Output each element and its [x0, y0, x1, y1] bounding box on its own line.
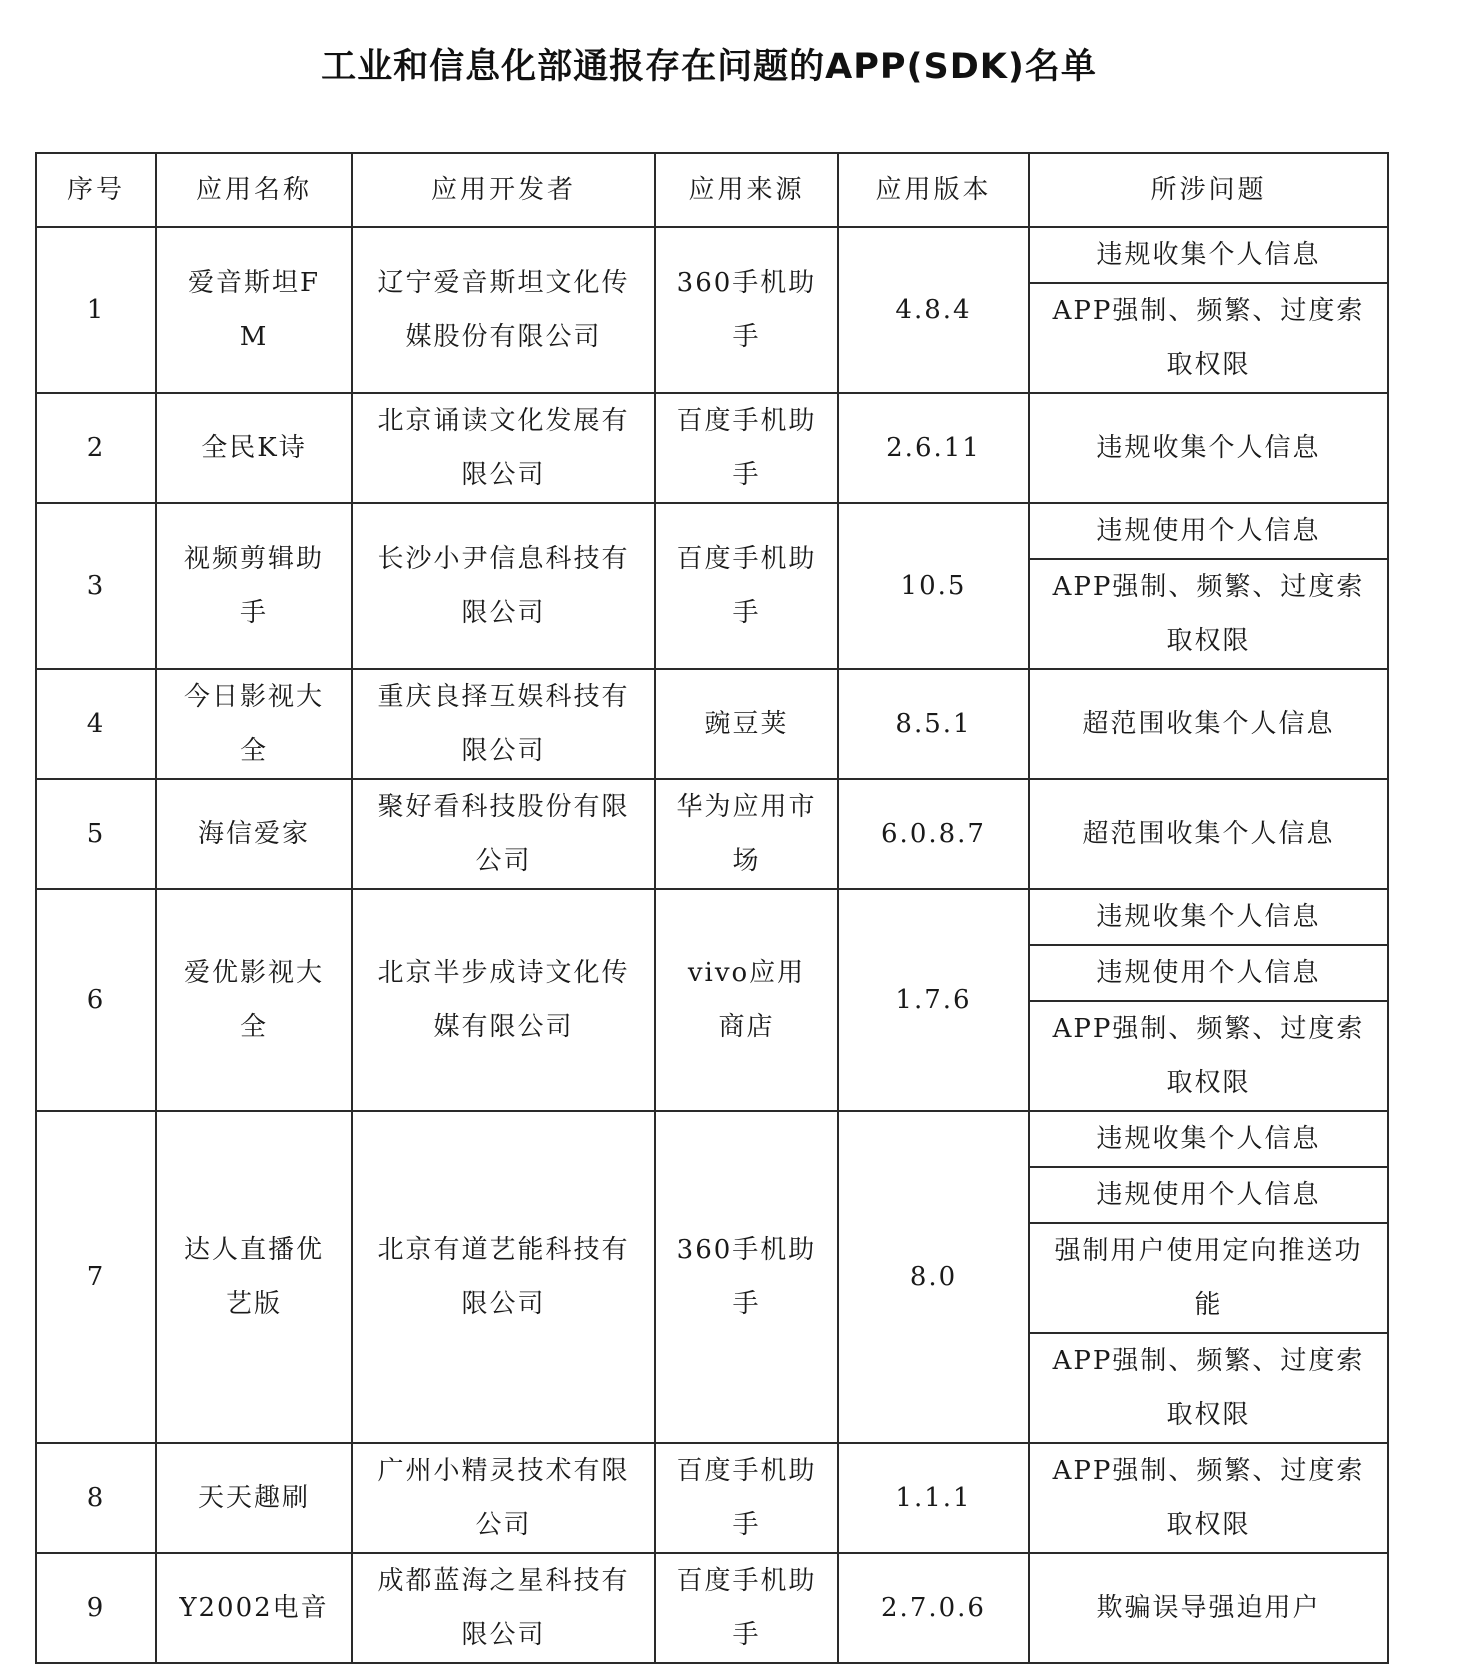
cell-seq: 9 — [36, 1553, 156, 1663]
cell-issue: APP强制、频繁、过度索取权限 — [1029, 559, 1388, 669]
header-developer: 应用开发者 — [352, 153, 655, 227]
cell-app-name: 全民K诗 — [156, 393, 352, 503]
cell-issue: 违规收集个人信息 — [1029, 227, 1388, 283]
cell-issue: 强制用户使用定向推送功能 — [1029, 1223, 1388, 1333]
table-row — [36, 889, 1388, 945]
cell-version: 1.7.6 — [838, 889, 1029, 1111]
cell-source: vivo应用商店 — [655, 889, 838, 1111]
cell-issue: 超范围收集个人信息 — [1029, 669, 1388, 779]
cell-developer: 北京半步成诗文化传媒有限公司 — [352, 889, 655, 1111]
cell-app-name: Y2002电音 — [156, 1553, 352, 1663]
cell-issue: APP强制、频繁、过度索取权限 — [1029, 1333, 1388, 1443]
table-header-row — [36, 153, 1388, 227]
cell-app-name: 爱优影视大全 — [156, 889, 352, 1111]
cell-seq: 2 — [36, 393, 156, 503]
cell-issue: 违规收集个人信息 — [1029, 393, 1388, 503]
table-row — [36, 393, 1388, 503]
cell-issue: 违规收集个人信息 — [1029, 889, 1388, 945]
table-row — [36, 1111, 1388, 1167]
table-row — [36, 779, 1388, 889]
cell-source: 百度手机助手 — [655, 503, 838, 669]
cell-version: 6.0.8.7 — [838, 779, 1029, 889]
table-row — [36, 1553, 1388, 1663]
cell-source: 360手机助手 — [655, 227, 838, 393]
cell-version: 8.5.1 — [838, 669, 1029, 779]
cell-version: 2.6.11 — [838, 393, 1029, 503]
cell-seq: 1 — [36, 227, 156, 393]
cell-seq: 7 — [36, 1111, 156, 1443]
table-row — [36, 503, 1388, 559]
table-row — [36, 1443, 1388, 1553]
cell-developer: 辽宁爱音斯坦文化传媒股份有限公司 — [352, 227, 655, 393]
cell-app-name: 今日影视大全 — [156, 669, 352, 779]
cell-issue: APP强制、频繁、过度索取权限 — [1029, 1443, 1388, 1553]
header-issues: 所涉问题 — [1029, 153, 1388, 227]
cell-seq: 4 — [36, 669, 156, 779]
cell-app-name: 视频剪辑助手 — [156, 503, 352, 669]
cell-issue: 违规使用个人信息 — [1029, 1167, 1388, 1223]
cell-seq: 8 — [36, 1443, 156, 1553]
cell-app-name: 爱音斯坦FM — [156, 227, 352, 393]
cell-developer: 北京诵读文化发展有限公司 — [352, 393, 655, 503]
header-version: 应用版本 — [838, 153, 1029, 227]
cell-issue: APP强制、频繁、过度索取权限 — [1029, 283, 1388, 393]
header-seq: 序号 — [36, 153, 156, 227]
cell-issue: 违规收集个人信息 — [1029, 1111, 1388, 1167]
cell-app-name: 天天趣刷 — [156, 1443, 352, 1553]
cell-developer: 成都蓝海之星科技有限公司 — [352, 1553, 655, 1663]
table-row — [36, 227, 1388, 283]
page-title: 工业和信息化部通报存在问题的APP(SDK)名单 — [321, 47, 1097, 87]
cell-seq: 5 — [36, 779, 156, 889]
cell-app-name: 达人直播优艺版 — [156, 1111, 352, 1443]
cell-source: 百度手机助手 — [655, 1443, 838, 1553]
cell-version: 1.1.1 — [838, 1443, 1029, 1553]
cell-issue: 超范围收集个人信息 — [1029, 779, 1388, 889]
cell-source: 360手机助手 — [655, 1111, 838, 1443]
cell-version: 8.0 — [838, 1111, 1029, 1443]
cell-developer: 广州小精灵技术有限公司 — [352, 1443, 655, 1553]
cell-version: 2.7.0.6 — [838, 1553, 1029, 1663]
cell-issue: 欺骗误导强迫用户 — [1029, 1553, 1388, 1663]
cell-app-name: 海信爱家 — [156, 779, 352, 889]
cell-developer: 聚好看科技股份有限公司 — [352, 779, 655, 889]
cell-seq: 3 — [36, 503, 156, 669]
table-row — [36, 669, 1388, 779]
cell-issue: 违规使用个人信息 — [1029, 945, 1388, 1001]
cell-seq: 6 — [36, 889, 156, 1111]
cell-developer: 北京有道艺能科技有限公司 — [352, 1111, 655, 1443]
cell-source: 华为应用市场 — [655, 779, 838, 889]
cell-issue: APP强制、频繁、过度索取权限 — [1029, 1001, 1388, 1111]
cell-version: 4.8.4 — [838, 227, 1029, 393]
header-source: 应用来源 — [655, 153, 838, 227]
cell-source: 豌豆荚 — [655, 669, 838, 779]
cell-source: 百度手机助手 — [655, 393, 838, 503]
cell-developer: 长沙小尹信息科技有限公司 — [352, 503, 655, 669]
app-list-table — [35, 152, 1389, 1664]
cell-version: 10.5 — [838, 503, 1029, 669]
cell-source: 百度手机助手 — [655, 1553, 838, 1663]
cell-developer: 重庆良择互娱科技有限公司 — [352, 669, 655, 779]
cell-issue: 违规使用个人信息 — [1029, 503, 1388, 559]
header-app-name: 应用名称 — [156, 153, 352, 227]
